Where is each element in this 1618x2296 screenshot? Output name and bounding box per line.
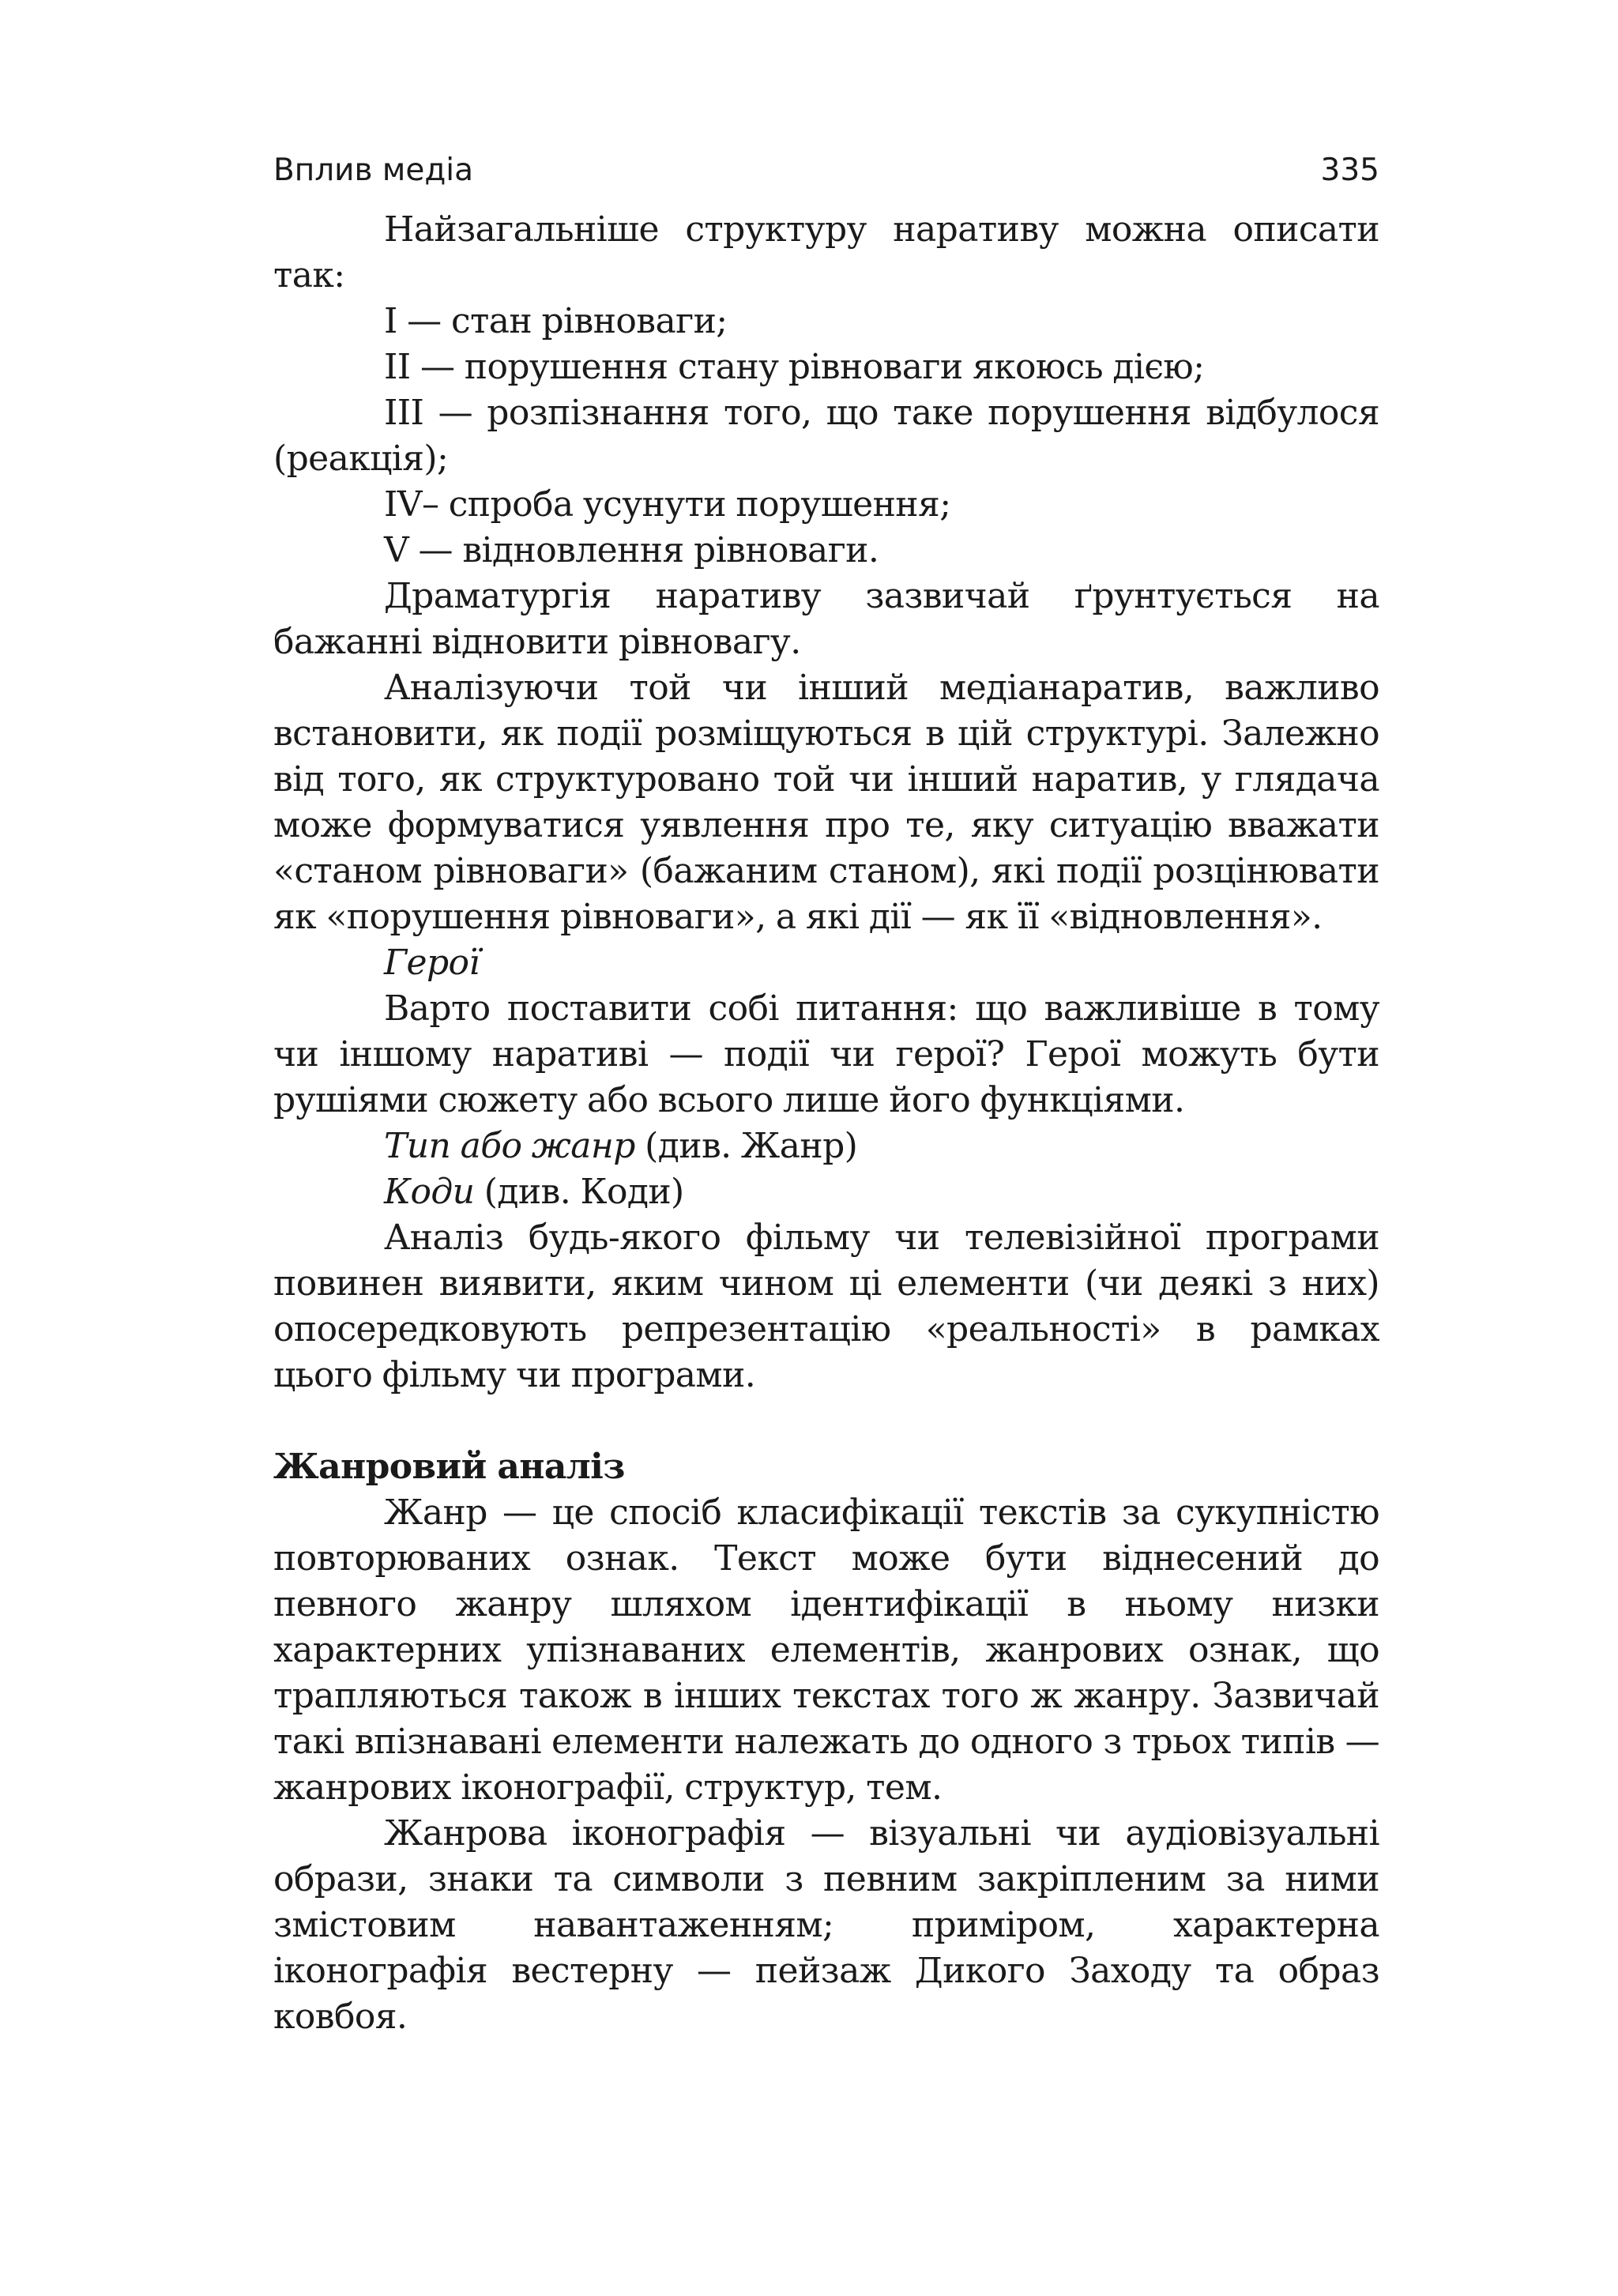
list-item: IV– спроба усунути порушення; [384, 484, 951, 525]
type-reference: (див. Жанр) [634, 1126, 858, 1166]
running-title: Вплив медіа [273, 152, 474, 188]
body-text [273, 207, 1379, 2040]
list-item: II — порушення стану рівноваги якоюсь дією; [384, 347, 1205, 387]
subheading-heroes [273, 940, 1379, 986]
page-number: 335 [1320, 152, 1379, 188]
type-label: Тип або жанр [384, 1126, 635, 1166]
paragraph: Драматургія наративу зазвичай ґрунтується на бажанні відновити рівновагу. [273, 576, 1379, 662]
paragraph: Найзагальніше структуру наративу можна описати так: [273, 209, 1379, 295]
paragraph: Жанрова іконографія — візуальні чи аудіовізуальні образи, знаки та символи з певним закріпленим за ними змістовим навантаженням; приміром, характерна іконографія вестерну — пейзаж Дикого Заходу та образ ковбоя. [273, 1813, 1379, 2037]
running-header [273, 147, 1379, 194]
subheading-codes [273, 1169, 1379, 1215]
book-page [273, 0, 1379, 2296]
list-item: I — стан рівноваги; [384, 301, 728, 341]
codes-reference: (див. Коди) [474, 1172, 684, 1212]
paragraph: Жанр — це спосіб класифікації текстів за сукупністю повторюваних ознак. Текст може бути віднесений до певного жанру шляхом ідентифікації в ньому низки характерних упізнаваних елементів, жанрових ознак, що трапляються також в інших текстах того ж жанру. Зазвичай такі впізнавані елементи належать до одного з трьох типів — жанрових іконографії, структур, тем. [273, 1492, 1379, 1808]
subheading-type [273, 1124, 1379, 1169]
paragraph: Аналізуючи той чи інший медіанаратив, важливо встановити, як події розміщуються в цій структурі. Залежно від того, як структуровано той чи інший наратив, у глядача може формуватися уявлення про те, яку ситуацію вважати «станом рівноваги» (бажаним станом), які події розцінювати як «порушення рівноваги», а які дії — як її «відновлення». [273, 668, 1379, 937]
paragraph: Аналіз будь-якого фільму чи телевізійної програми повинен виявити, яким чином ці елементи (чи деякі з них) опосередковують репрезентацію «реальності» в рамках цього фільму чи програми. [273, 1218, 1379, 1395]
list-item: III — розпізнання того, що таке порушення відбулося (реакція); [273, 393, 1379, 479]
list-item: V — відновлення рівноваги. [384, 530, 879, 570]
codes-label: Коди [384, 1172, 475, 1212]
heroes-label: Герої [384, 943, 480, 983]
section-heading: Жанровий аналіз [273, 1447, 625, 1487]
paragraph: Варто поставити собі питання: що важливіше в тому чи іншому наративі — події чи герої? Герої можуть бути рушіями сюжету або всього лише його функціями. [273, 988, 1379, 1120]
